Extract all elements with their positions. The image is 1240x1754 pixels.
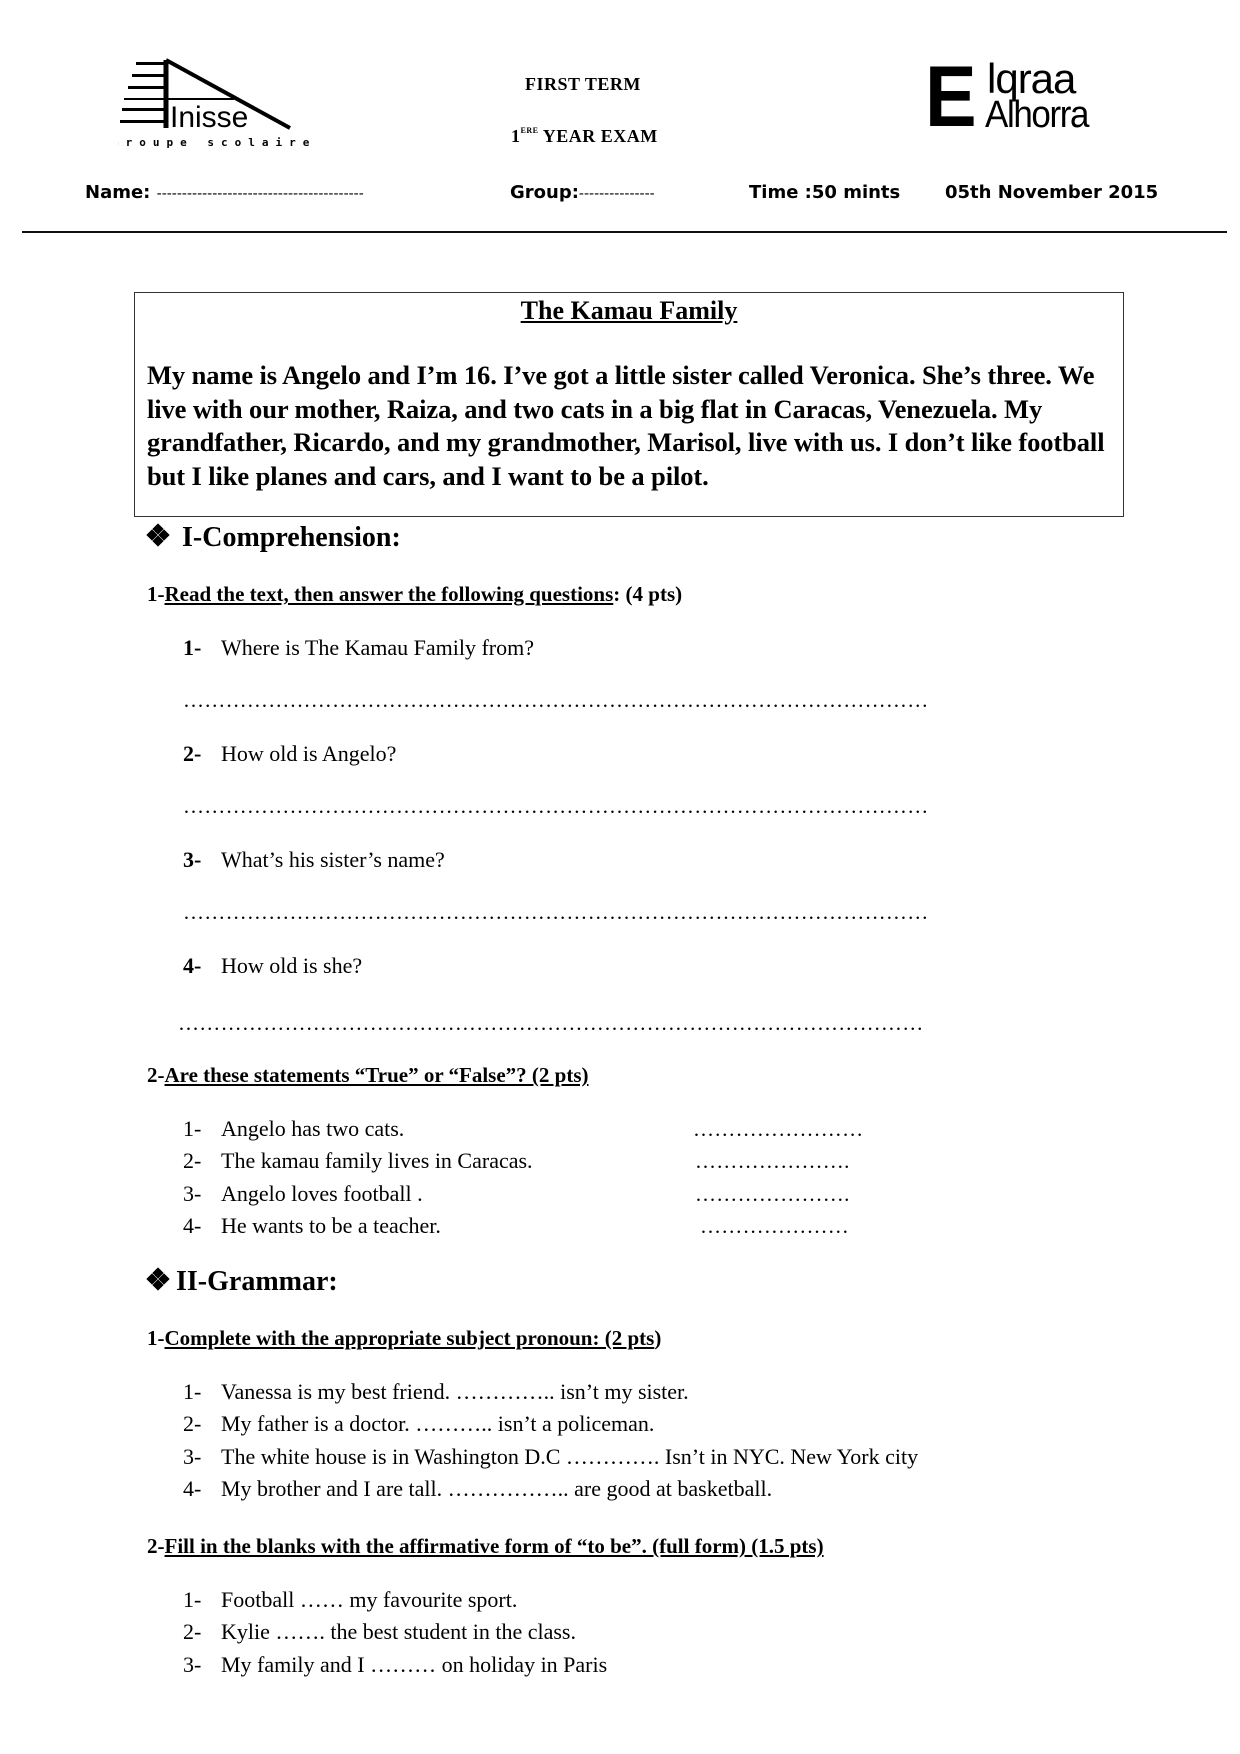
to-be-item-2[interactable] [183,1619,576,1645]
question-4 [183,953,362,979]
exam-year-title [511,126,658,147]
reading-text: My name is Angelo and I’m 16. I’ve got a little sister called Veronica. She’s three. We live with our mother, Raiza, and two cats in a big flat in Caracas, Venezuela. My grandfather, Ricardo, and my grandmother, Marisol, live with us. I don’t like football but I like planes and cars, and I want to be a pilot. [147,360,1105,491]
exam-date: 05th November 2015 [945,182,1159,203]
comprehension-title: I-Comprehension: [182,522,401,553]
part-title: Fill in the blanks with the affirmative form of “to be”. (full form) (1.5 pts) [164,1534,824,1558]
item-number: 2- [183,1411,202,1436]
inisse-logo-graphic [118,50,323,150]
year-exam-label: YEAR EXAM [538,126,658,146]
question-number: 1- [183,635,202,660]
section-comprehension-heading [148,522,401,554]
group-blank[interactable]: --------------- [578,186,655,202]
question-1 [183,635,534,661]
part-prefix: 1- [147,1326,165,1350]
section-grammar-heading [148,1266,338,1298]
question-number: 2- [183,741,202,766]
to-be-item-3[interactable] [183,1652,607,1678]
question-text: How old is she? [221,953,363,978]
item-text[interactable]: Kylie ……. the best student in the class. [221,1619,576,1644]
statement-text: Angelo has two cats. [221,1116,405,1141]
logo-letter-e: E [925,49,975,145]
year-superscript: ERE [520,126,539,135]
item-text[interactable]: The white house is in Washington D.C …………. Isn’t in NYC. New York city [221,1444,919,1469]
part-title: Read the text, then answer the following questions [164,582,614,606]
item-number: 2- [183,1619,202,1644]
statement-text: He wants to be a teacher. [221,1213,441,1238]
item-text[interactable]: My brother and I are tall. …………….. are good at basketball. [221,1476,773,1501]
true-false-blank-3[interactable]: …………………. [695,1182,850,1206]
part-prefix: 1- [147,582,165,606]
part-suffix: ) [654,1326,662,1350]
school-logo-inisse [118,50,323,150]
statement-text: The kamau family lives in Caracas. [221,1148,533,1173]
part-prefix: 2- [147,1534,165,1558]
logo-line-iqraa: lqraa [987,55,1076,102]
to-be-item-1[interactable] [183,1587,517,1613]
comprehension-part2-heading [147,1063,589,1088]
answer-line-4[interactable]: …………………………………………………………………………………………… [178,1011,924,1035]
statement-text: Angelo loves football . [221,1181,423,1206]
true-false-blank-1[interactable]: …………………… [693,1117,864,1141]
name-label: Name: [85,182,151,203]
statement-number: 1- [183,1116,202,1141]
svg-text:Inisse: Inisse [170,101,249,134]
item-number: 4- [183,1476,202,1501]
exam-term-title: FIRST TERM [525,74,641,94]
diamond-bullet-icon [148,1269,168,1289]
student-name-field[interactable] [85,182,364,203]
pronoun-item-4[interactable] [183,1476,772,1502]
item-number: 3- [183,1444,202,1469]
pronoun-item-1[interactable] [183,1379,689,1405]
item-text[interactable]: Football …… my favourite sport. [221,1587,518,1612]
question-2 [183,741,396,767]
statement-number: 4- [183,1213,202,1238]
diamond-bullet-icon [148,525,168,545]
grammar-part2-heading [147,1534,824,1559]
school-logo-iqraa-alhorra [925,49,1105,145]
part-title: Are these statements “True” or “False”? (2 pts) [164,1063,589,1087]
reading-passage-box [134,292,1124,517]
answer-line-1[interactable]: …………………………………………………………………………………………… [183,688,929,712]
answer-line-3[interactable]: …………………………………………………………………………………………… [183,900,929,924]
grammar-title: II-Grammar: [176,1266,338,1297]
exam-time: Time :50 mints [749,182,901,203]
header-divider [22,231,1227,233]
question-text: Where is The Kamau Family from? [221,635,534,660]
item-text[interactable]: Vanessa is my best friend. ………….. isn’t my sister. [221,1379,689,1404]
statement-number: 2- [183,1148,202,1173]
grammar-part1-heading [147,1326,661,1351]
statement-2 [183,1148,533,1174]
logo-line-alhorra: Alhorra [985,94,1089,136]
pronoun-item-2[interactable] [183,1411,654,1437]
question-number: 4- [183,953,202,978]
question-3 [183,847,445,873]
reading-title: The Kamau Family [520,296,738,325]
group-label: Group: [510,182,579,203]
part-prefix: 2- [147,1063,165,1087]
svg-text:Groupe scolaire: Groupe scolaire [118,136,317,149]
name-blank[interactable]: ----------------------------------------- [156,186,364,202]
item-number: 1- [183,1587,202,1612]
true-false-blank-2[interactable]: …………………. [695,1149,850,1173]
part-title: Complete with the appropriate subject pronoun: (2 pts [164,1326,655,1350]
student-group-field[interactable] [510,182,655,203]
question-number: 3- [183,847,202,872]
statement-number: 3- [183,1181,202,1206]
comprehension-part1-heading [147,582,682,607]
statement-4 [183,1213,441,1239]
statement-3 [183,1181,423,1207]
question-text: What’s his sister’s name? [221,847,445,872]
true-false-blank-4[interactable]: ………………… [700,1214,850,1238]
part-points: : (4 pts) [613,582,683,606]
item-text[interactable]: My father is a doctor. ……….. isn’t a policeman. [221,1411,655,1436]
year-number: 1 [511,126,521,146]
item-number: 3- [183,1652,202,1677]
statement-1 [183,1116,404,1142]
item-number: 1- [183,1379,202,1404]
item-text[interactable]: My family and I ……… on holiday in Paris [221,1652,608,1677]
pronoun-item-3[interactable] [183,1444,918,1470]
answer-line-2[interactable]: …………………………………………………………………………………………… [183,794,929,818]
question-text: How old is Angelo? [221,741,397,766]
